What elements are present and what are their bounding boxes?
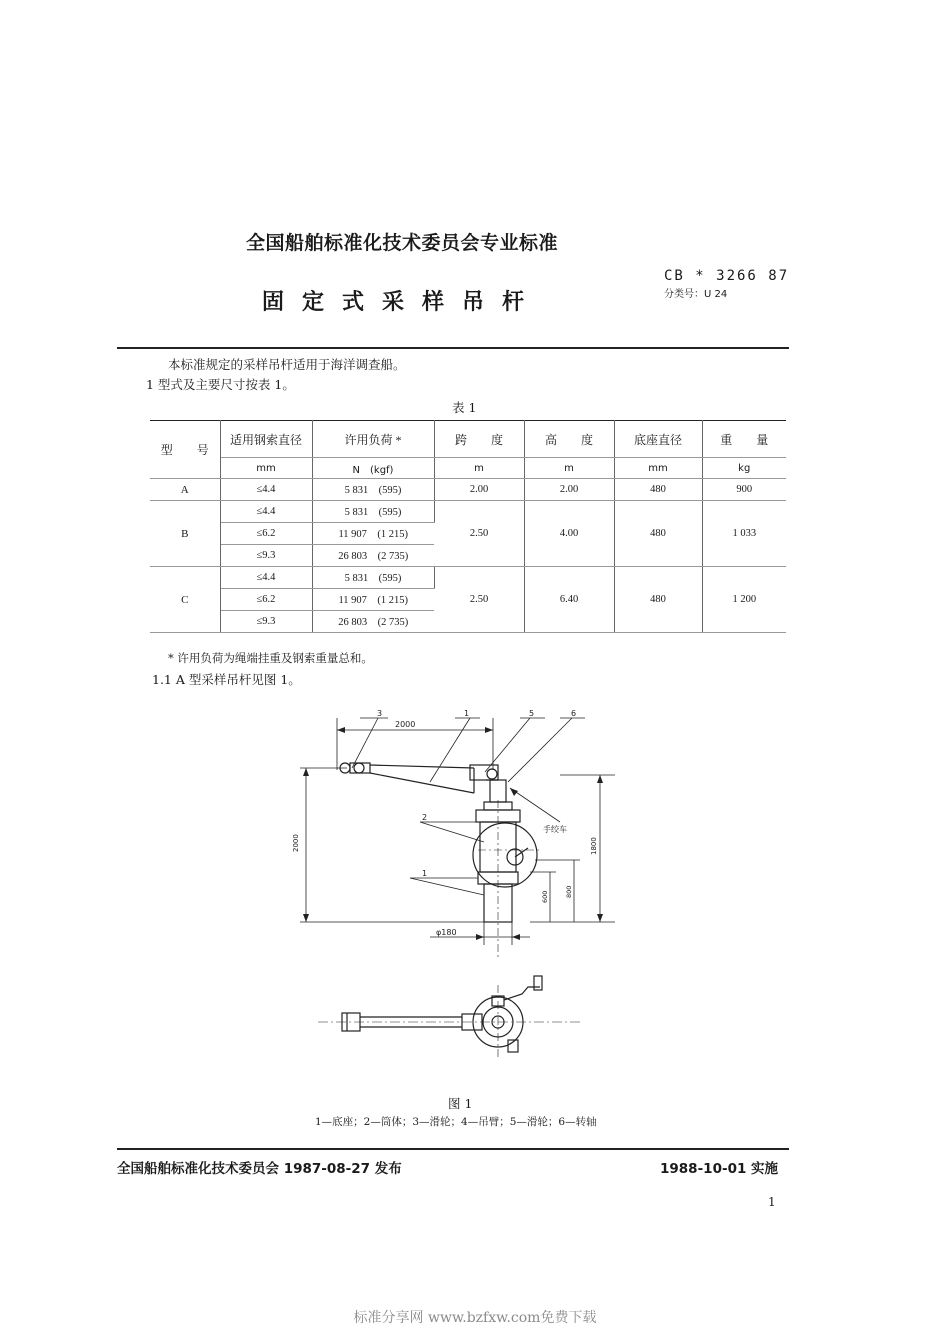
issue-statement: 全国船舶标准化技术委员会 1987-08-27 发布 bbox=[117, 1161, 402, 1177]
wire-cell: ≤9.3 bbox=[220, 545, 312, 567]
model-cell: B bbox=[150, 501, 220, 567]
base-cell: 480 bbox=[614, 479, 702, 501]
weight-cell: 1 033 bbox=[702, 501, 786, 567]
col-header-load: 许用负荷 * bbox=[312, 421, 434, 458]
wire-cell: ≤4.4 bbox=[220, 567, 312, 589]
clause-1: 1 型式及主要尺寸按表 1。 bbox=[146, 377, 295, 392]
weight-cell: 900 bbox=[702, 479, 786, 501]
col-header-span: 跨 度 bbox=[434, 421, 524, 458]
load-cell: 26 803 (2 735) bbox=[312, 611, 434, 633]
model-cell: C bbox=[150, 567, 220, 633]
org-title: 全国船舶标准化技术委员会专业标准 bbox=[246, 232, 559, 254]
footer-rule bbox=[117, 1148, 789, 1150]
col-header-base: 底座直径 bbox=[614, 421, 702, 458]
standard-code: CB * 3266 87 bbox=[664, 268, 790, 284]
watermark: 标准分享网 www.bzfxw.com免费下载 bbox=[353, 1310, 597, 1326]
figure-legend: 1—底座；2—筒体；3—滑轮；4—吊臂；5—滑轮；6—转轴 bbox=[315, 1116, 597, 1128]
clause-1-1: 1.1 A 型采样吊杆见图 1。 bbox=[152, 672, 301, 687]
load-cell: 5 831 (595) bbox=[312, 567, 434, 589]
unit-height: m bbox=[524, 458, 614, 479]
part-label-4: 1 bbox=[464, 709, 470, 718]
weight-cell: 1 200 bbox=[702, 567, 786, 633]
footnote: * 许用负荷为绳端挂重及钢索重量总和。 bbox=[168, 651, 373, 665]
classification-number: 分类号：U 24 bbox=[664, 289, 728, 300]
col-header-wire: 适用钢索直径 bbox=[220, 421, 312, 458]
part-label-3: 3 bbox=[377, 709, 383, 718]
span-cell: 2.00 bbox=[434, 479, 524, 501]
part-label-2: 2 bbox=[422, 813, 428, 822]
load-cell: 26 803 (2 735) bbox=[312, 545, 434, 567]
page-number: 1 bbox=[768, 1195, 776, 1209]
winch-label: 手绞车 bbox=[543, 825, 567, 834]
scope-paragraph: 本标准规定的采样吊杆适用于海洋调查船。 bbox=[168, 357, 406, 372]
wire-cell: ≤9.3 bbox=[220, 611, 312, 633]
dim-800-label: 800 bbox=[565, 885, 573, 898]
height-cell: 2.00 bbox=[524, 479, 614, 501]
height-dim-right-label: 1800 bbox=[590, 837, 598, 855]
base-cell: 480 bbox=[614, 567, 702, 633]
table-caption: 表 1 bbox=[452, 400, 477, 415]
doc-title: 固定式采样吊杆 bbox=[262, 290, 543, 315]
unit-span: m bbox=[434, 458, 524, 479]
height-cell: 4.00 bbox=[524, 501, 614, 567]
span-cell: 2.50 bbox=[434, 501, 524, 567]
part-label-5: 5 bbox=[529, 709, 535, 718]
wire-cell: ≤6.2 bbox=[220, 589, 312, 611]
unit-base: mm bbox=[614, 458, 702, 479]
part-label-1: 1 bbox=[422, 869, 428, 878]
load-cell: 5 831 (595) bbox=[312, 501, 434, 523]
base-cell: 480 bbox=[614, 501, 702, 567]
wire-cell: ≤6.2 bbox=[220, 523, 312, 545]
unit-load: N (kgf) bbox=[312, 458, 434, 479]
wire-cell: ≤4.4 bbox=[220, 479, 312, 501]
dim-600-label: 600 bbox=[541, 890, 549, 903]
unit-weight: kg bbox=[702, 458, 786, 479]
height-cell: 6.40 bbox=[524, 567, 614, 633]
unit-wire: mm bbox=[220, 458, 312, 479]
load-cell: 11 907 (1 215) bbox=[312, 523, 434, 545]
figure-caption: 图 1 bbox=[448, 1096, 473, 1111]
effective-date: 1988-10-01 实施 bbox=[660, 1161, 779, 1177]
part-label-6: 6 bbox=[571, 709, 577, 718]
load-cell: 5 831 (595) bbox=[312, 479, 434, 501]
model-cell: A bbox=[150, 479, 220, 501]
span-dim-label: 2000 bbox=[395, 720, 416, 729]
height-dim-left-label: 2000 bbox=[292, 834, 300, 852]
base-diameter-label: φ180 bbox=[436, 928, 457, 937]
col-header-model: 型 号 bbox=[150, 421, 220, 479]
wire-cell: ≤4.4 bbox=[220, 501, 312, 523]
load-cell: 11 907 (1 215) bbox=[312, 589, 434, 611]
col-header-height: 高 度 bbox=[524, 421, 614, 458]
col-header-weight: 重 量 bbox=[702, 421, 786, 458]
span-cell: 2.50 bbox=[434, 567, 524, 633]
